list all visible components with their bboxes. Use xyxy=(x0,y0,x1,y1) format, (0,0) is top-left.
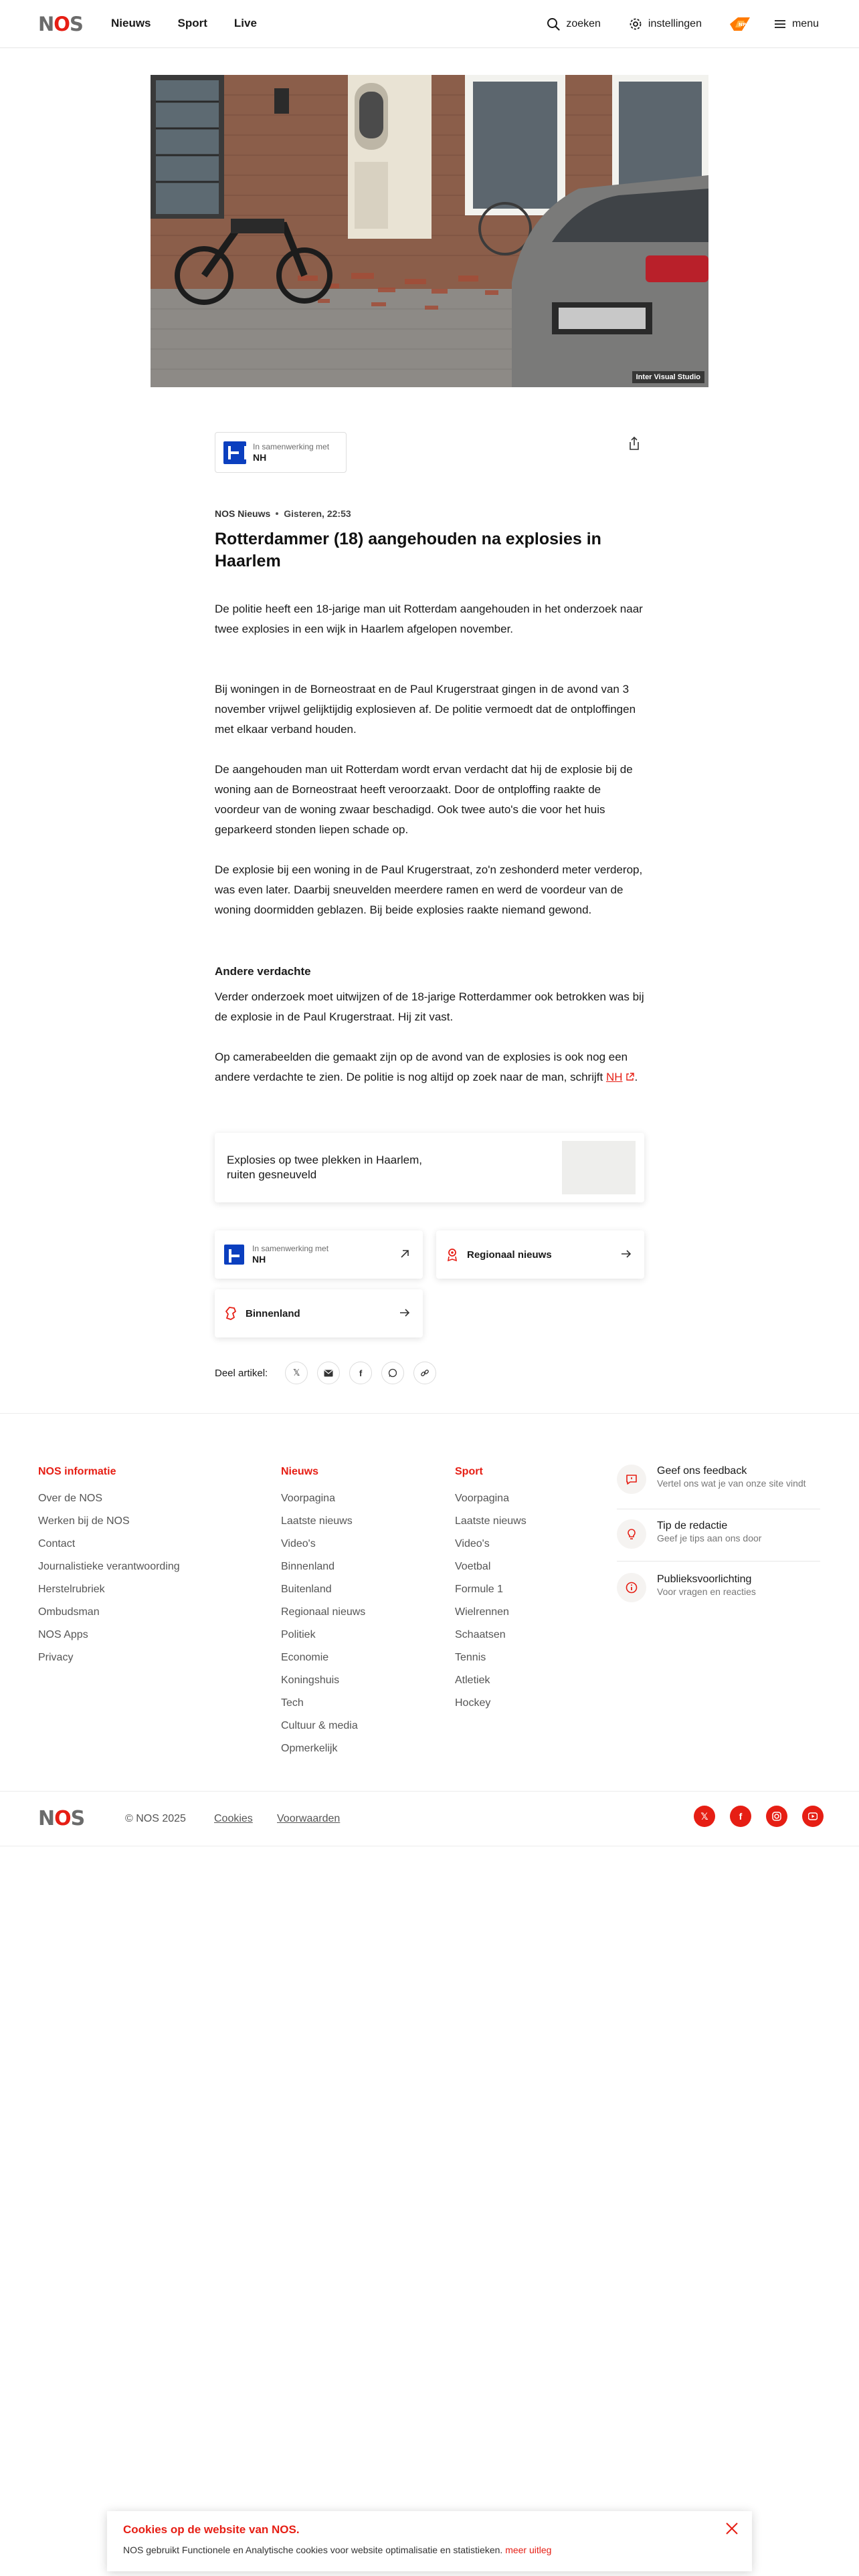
footer-link[interactable]: Herstelrubriek xyxy=(38,1584,105,1595)
photo-credit: Inter Visual Studio xyxy=(632,371,704,383)
copyright: © NOS 2025 xyxy=(125,1813,186,1824)
nh-logo-small-icon xyxy=(224,1245,244,1265)
share-whatsapp-button[interactable] xyxy=(381,1362,404,1384)
npo-logo-button[interactable] xyxy=(729,15,751,33)
share-button[interactable] xyxy=(626,435,642,451)
footer-link[interactable]: Journalistieke verantwoording xyxy=(38,1561,180,1572)
instagram-social-icon[interactable] xyxy=(766,1806,787,1827)
footer-link[interactable]: Video's xyxy=(455,1538,490,1549)
site-header xyxy=(0,0,859,48)
footer-link[interactable]: Regionaal nieuws xyxy=(281,1606,366,1618)
cookie-more-link[interactable]: meer uitleg xyxy=(505,2545,552,2555)
footer-link[interactable]: Laatste nieuws xyxy=(455,1515,527,1527)
share-article-row xyxy=(215,1362,436,1384)
footer-link[interactable]: Voorpagina xyxy=(455,1493,509,1504)
footer-link[interactable]: Laatste nieuws xyxy=(281,1515,353,1527)
x-icon: 𝕏 xyxy=(292,1368,300,1378)
feedback-title: Geef ons feedback xyxy=(657,1465,747,1477)
tip-redactie-link[interactable] xyxy=(617,1519,818,1549)
menu-button[interactable] xyxy=(774,18,819,30)
search-icon xyxy=(547,17,560,31)
footer-news-title: Nieuws xyxy=(281,1466,319,1477)
feedback-divider xyxy=(617,1561,820,1562)
share-facebook-button[interactable] xyxy=(349,1362,372,1384)
npo-logo-icon xyxy=(729,15,751,33)
feedback-icon-wrap xyxy=(617,1465,646,1494)
footer-link[interactable]: Tech xyxy=(281,1697,304,1709)
cookies-link[interactable]: Cookies xyxy=(214,1813,253,1824)
search-label: zoeken xyxy=(566,18,601,29)
arrow-right-icon xyxy=(399,1307,411,1319)
feedback-link[interactable] xyxy=(617,1465,818,1494)
nh-logo-icon xyxy=(223,441,246,464)
youtube-icon xyxy=(808,1812,818,1820)
publieksvoorlichting-link[interactable] xyxy=(617,1573,818,1602)
info-icon-wrap xyxy=(617,1573,646,1602)
cookie-text-wrap xyxy=(123,2545,551,2555)
cookie-title: Cookies op de website van NOS. xyxy=(123,2523,300,2536)
footer-col-info xyxy=(38,1465,180,1669)
partner-card-name: NH xyxy=(252,1254,266,1265)
instagram-icon xyxy=(772,1812,781,1821)
main-nav xyxy=(111,15,257,32)
footer-link[interactable]: Hockey xyxy=(455,1697,491,1709)
article-paragraph-5: Verder onderzoek moet uitwijzen of de 18-jarige Rotterdammer ook betrokken was bij de explosie in de Paul Krugerstraat. Hij zit vast. xyxy=(215,990,644,1023)
external-arrow-icon xyxy=(399,1248,411,1260)
tip-title: Tip de redactie xyxy=(657,1520,728,1531)
related-article-title: Explosies op twee plekken in Haarlem, ruiten gesneuveld xyxy=(227,1154,422,1181)
footer-link[interactable]: Video's xyxy=(281,1538,316,1549)
nav-sport[interactable]: Sport xyxy=(177,17,207,29)
hero-image xyxy=(151,75,708,387)
footer-link[interactable]: Contact xyxy=(38,1538,76,1549)
share-icon xyxy=(626,435,642,451)
article-title: Rotterdammer (18) aangehouden na explosies in Haarlem xyxy=(215,530,601,570)
share-label: Deel artikel: xyxy=(215,1367,268,1379)
lightbulb-icon xyxy=(625,1527,638,1541)
nh-source-link[interactable]: NH xyxy=(605,1071,623,1083)
footer-link[interactable]: Over de NOS xyxy=(38,1493,103,1504)
footer-link[interactable]: Schaatsen xyxy=(455,1629,506,1640)
footer-link[interactable]: Koningshuis xyxy=(281,1675,340,1686)
article-paragraph-1: De politie heeft een 18-jarige man uit Rotterdam aangehouden in het onderzoek naar twee explosies in een wijk in Haarlem afgelopen november. xyxy=(215,603,643,635)
article-paragraph-4: De explosie bij een woning in de Paul Krugerstraat, zo'n zeshonderd meter verderop, was even later. Daarbij sneuvelden meerdere ramen en werd de voordeur van de woning doormidden geblazen. Bij beide explosies raakte niemand gewond. xyxy=(215,863,643,916)
info-subtitle: Voor vragen en reacties xyxy=(657,1586,756,1597)
footer-link[interactable]: Wielrennen xyxy=(455,1606,509,1618)
partner-badge[interactable] xyxy=(215,432,347,473)
partner-label: In samenwerking met xyxy=(253,441,330,451)
feedback-subtitle: Vertel ons wat je van onze site vindt xyxy=(657,1478,806,1489)
youtube-social-icon[interactable] xyxy=(802,1806,824,1827)
partner-card-label: In samenwerking met xyxy=(252,1244,329,1253)
svg-text:NPO: NPO xyxy=(738,22,750,27)
footer-link[interactable]: Tennis xyxy=(455,1652,486,1663)
settings-label: instellingen xyxy=(648,18,702,29)
link-icon xyxy=(420,1368,430,1378)
hamburger-icon xyxy=(774,19,786,29)
hero-photo xyxy=(151,75,708,387)
settings-button[interactable] xyxy=(629,17,702,31)
footer-col-sport xyxy=(455,1465,527,1715)
facebook-icon: f xyxy=(359,1368,363,1378)
article-meta xyxy=(215,508,351,519)
tag-regionaal-label: Regionaal nieuws xyxy=(467,1249,552,1261)
related-article-thumbnail xyxy=(562,1141,636,1194)
footer-link[interactable]: Voetbal xyxy=(455,1561,491,1572)
footer-link[interactable]: Opmerkelijk xyxy=(281,1743,338,1754)
partner-name: NH xyxy=(253,451,267,463)
footer-link[interactable]: NOS Apps xyxy=(38,1629,88,1640)
tag-binnenland-label: Binnenland xyxy=(246,1307,300,1319)
paragraph-6-text: Op camerabeelden die gemaakt zijn op de avond van de explosies is ook nog een andere verdachte te zien. De politie is nog altijd op zoek naar de man, schrijft xyxy=(215,1051,628,1083)
tip-icon-wrap xyxy=(617,1519,646,1549)
partner-nh-card[interactable] xyxy=(215,1230,423,1279)
netherlands-map-icon xyxy=(224,1306,237,1321)
social-links xyxy=(694,1806,824,1827)
article-paragraph-3: De aangehouden man uit Rotterdam wordt ervan verdacht dat hij de explosie bij de woning aan de Borneostraat heeft veroorzaakt. Door de ontploffing raakte de voordeur van de woning zwaar beschadigd. Ook twee auto's die voor het huis geparkeerd stonden liepen schade op. xyxy=(215,763,633,836)
footer-link[interactable]: Cultuur & media xyxy=(281,1720,358,1731)
info-icon xyxy=(625,1581,638,1594)
cookie-banner xyxy=(107,2511,752,2571)
related-article-card[interactable] xyxy=(215,1133,644,1202)
article-time: Gisteren, 22:53 xyxy=(284,508,351,519)
copy-link-button[interactable] xyxy=(413,1362,436,1384)
external-link-icon xyxy=(626,1072,635,1081)
chat-icon xyxy=(625,1473,638,1486)
footer-sport-title: Sport xyxy=(455,1466,483,1477)
footer-link[interactable]: Voorpagina xyxy=(281,1493,335,1504)
footer-link[interactable]: Buitenland xyxy=(281,1584,332,1595)
footer-link[interactable]: Atletiek xyxy=(455,1675,490,1686)
email-icon xyxy=(324,1370,333,1377)
paragraph-6-end: . xyxy=(634,1071,638,1083)
gear-icon xyxy=(629,17,642,31)
facebook-social-icon[interactable]: f xyxy=(730,1806,751,1827)
footer-bottom-divider xyxy=(0,1791,859,1792)
tag-binnenland[interactable] xyxy=(215,1289,423,1337)
menu-label: menu xyxy=(791,18,819,29)
article-subheading: Andere verdachte xyxy=(215,965,311,978)
footer-link[interactable]: Politiek xyxy=(281,1629,316,1640)
cookie-text: NOS gebruikt Functionele en Analytische cookies voor website optimalisatie en statistieken. xyxy=(123,2545,506,2555)
footer-divider xyxy=(0,1413,859,1414)
terms-link[interactable]: Voorwaarden xyxy=(277,1813,341,1824)
footer-link[interactable]: Binnenland xyxy=(281,1561,335,1572)
close-icon[interactable] xyxy=(724,2520,740,2537)
header-actions xyxy=(547,13,819,35)
nos-logo[interactable]: NOS xyxy=(38,13,83,35)
location-icon xyxy=(446,1247,459,1262)
footer-nos-logo[interactable]: NOS xyxy=(38,1807,85,1830)
whatsapp-icon xyxy=(388,1368,397,1378)
meta-separator xyxy=(276,512,278,515)
footer-link[interactable]: Werken bij de NOS xyxy=(38,1515,130,1527)
article-paragraph-6 xyxy=(215,1047,644,1087)
info-title: Publieksvoorlichting xyxy=(657,1574,752,1585)
footer-link[interactable]: Privacy xyxy=(38,1652,74,1663)
share-email-button[interactable] xyxy=(317,1362,340,1384)
search-button[interactable] xyxy=(547,17,601,31)
share-x-button[interactable] xyxy=(285,1362,308,1384)
footer-info-title: NOS informatie xyxy=(38,1466,116,1477)
nav-nieuws[interactable]: Nieuws xyxy=(111,17,151,29)
tip-subtitle: Geef je tips aan ons door xyxy=(657,1533,762,1543)
footer-link[interactable]: Ombudsman xyxy=(38,1606,100,1618)
tag-regionaal-nieuws[interactable] xyxy=(436,1230,644,1279)
article-source: NOS Nieuws xyxy=(215,508,271,519)
footer-link[interactable]: Formule 1 xyxy=(455,1584,504,1595)
arrow-right-icon xyxy=(620,1248,632,1260)
x-social-icon[interactable]: 𝕏 xyxy=(694,1806,715,1827)
nav-live[interactable]: Live xyxy=(233,17,257,29)
footer-link[interactable]: Economie xyxy=(281,1652,329,1663)
article-paragraph-2: Bij woningen in de Borneostraat en de Paul Krugerstraat gingen in de avond van 3 november vrijwel gelijktijdig explosieven af. De politie vermoedt dat de ontploffingen met elkaar verband houden. xyxy=(215,683,636,736)
footer-col-nieuws xyxy=(281,1465,365,1760)
